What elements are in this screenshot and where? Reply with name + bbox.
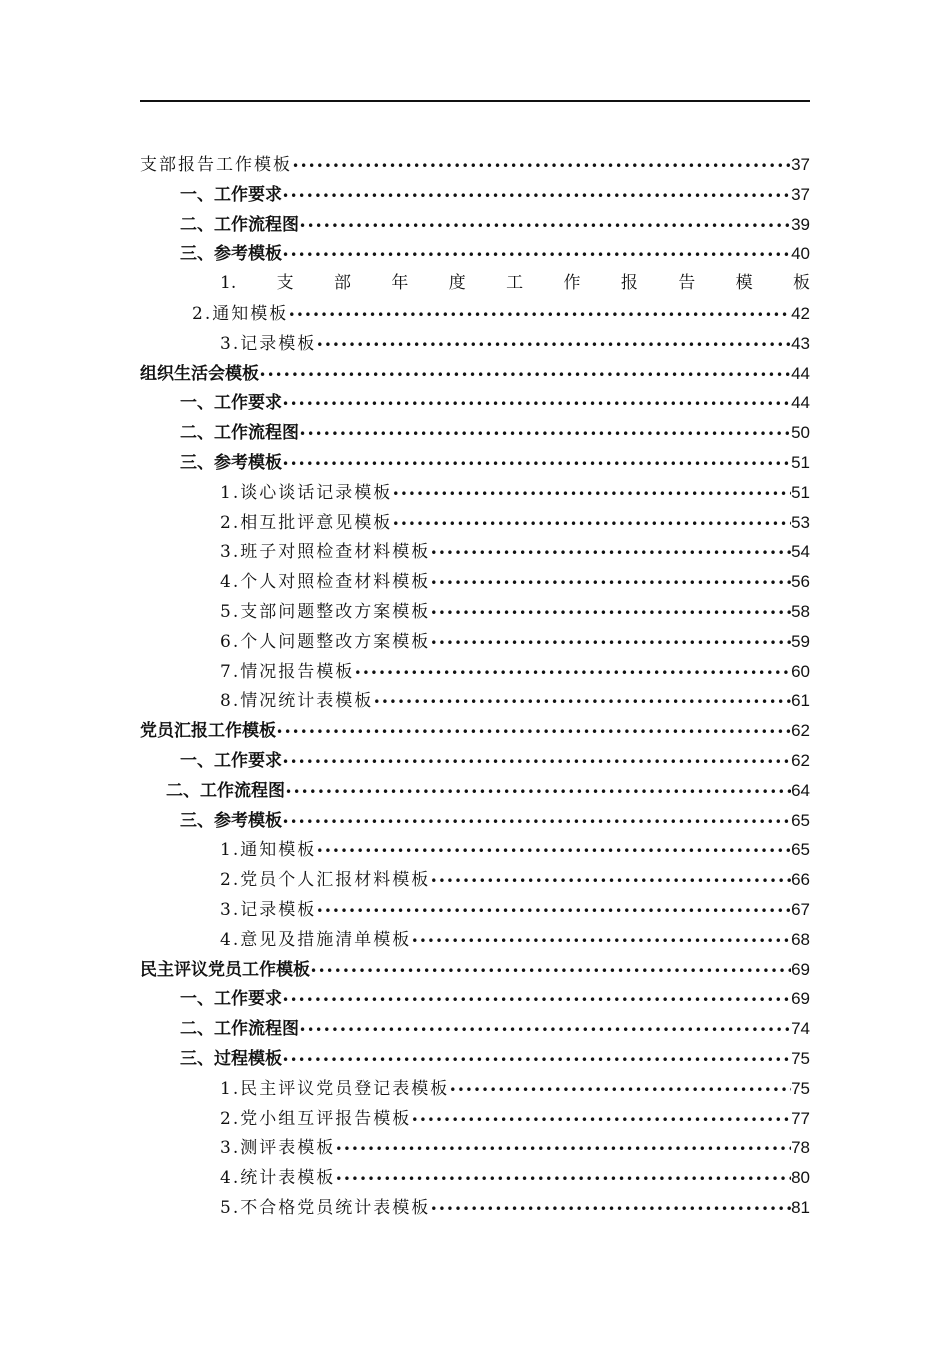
- toc-entry-title: 二、工作流程图: [180, 214, 299, 235]
- toc-entry-title: 6.个人问题整改方案模板: [220, 631, 431, 652]
- toc-entry-title: 支部报告工作模板: [140, 155, 292, 175]
- toc-entry-page: 51: [791, 452, 810, 472]
- toc-entry[interactable]: [140, 776, 810, 806]
- toc-entry-page: 75: [791, 1048, 810, 1068]
- toc-entry-title: 三、参考模板: [180, 452, 282, 473]
- toc-entry[interactable]: [140, 1193, 810, 1223]
- toc-entry[interactable]: [140, 746, 810, 776]
- toc-leader-dots: [411, 1106, 791, 1136]
- toc-entry-title: 一、工作要求: [180, 184, 282, 205]
- toc-entry[interactable]: [140, 1133, 810, 1163]
- toc-leader-dots: [299, 1016, 791, 1046]
- toc-entry[interactable]: [140, 448, 810, 478]
- toc-entry[interactable]: [140, 925, 810, 955]
- toc-leader-dots: [354, 659, 791, 689]
- toc-entry-page: 66: [791, 870, 810, 890]
- toc-leader-dots: [282, 450, 791, 480]
- toc-entry-page: 37: [791, 184, 810, 204]
- toc-entry[interactable]: [140, 418, 810, 448]
- toc-entry-page: 81: [791, 1197, 810, 1217]
- toc-entry-page: 65: [791, 840, 810, 860]
- toc-entry-page: 37: [791, 155, 810, 174]
- toc-entry-title: 2.通知模板: [192, 303, 289, 324]
- toc-entry[interactable]: [140, 1104, 810, 1134]
- toc-leader-dots: [285, 778, 791, 808]
- toc-entry-title: 7.情况报告模板: [220, 661, 355, 682]
- toc-entry-page: 80: [791, 1168, 810, 1188]
- toc-entry-page: 51: [791, 482, 810, 502]
- toc-entry-title: 3.记录模板: [220, 333, 317, 354]
- table-of-contents: [140, 150, 810, 1223]
- toc-entry[interactable]: [140, 239, 810, 269]
- toc-leader-dots: [430, 1195, 791, 1225]
- toc-leader-dots: [335, 1135, 791, 1165]
- toc-entry-page: 50: [791, 423, 810, 443]
- toc-entry[interactable]: [140, 1074, 810, 1104]
- toc-entry-title: 2.党员个人汇报材料模板: [220, 870, 431, 891]
- toc-entry-title: 3.记录模板: [220, 899, 317, 920]
- toc-entry-page: 62: [791, 750, 810, 770]
- toc-entry[interactable]: [140, 180, 810, 210]
- toc-leader-dots: [282, 241, 791, 271]
- toc-entry[interactable]: [140, 657, 810, 687]
- toc-entry-page: 60: [791, 661, 810, 681]
- toc-entry[interactable]: [140, 806, 810, 836]
- toc-entry[interactable]: [140, 210, 810, 240]
- toc-entry[interactable]: [140, 627, 810, 657]
- toc-leader-dots: [282, 748, 791, 778]
- toc-entry-title: 民主评议党员工作模板: [140, 959, 310, 980]
- toc-entry-page: 59: [791, 631, 810, 651]
- toc-entry[interactable]: [140, 299, 810, 329]
- toc-entry-title: 3.测评表模板: [220, 1138, 336, 1159]
- toc-entry-page: 56: [791, 572, 810, 592]
- toc-entry-page: 77: [791, 1108, 810, 1128]
- header-rule: [140, 100, 810, 102]
- toc-leader-dots: [282, 182, 791, 212]
- toc-entry-title: 三、参考模板: [180, 244, 282, 265]
- toc-entry[interactable]: [140, 895, 810, 925]
- toc-entry-page: 43: [791, 333, 810, 353]
- toc-entry-title: 4.意见及措施清单模板: [220, 929, 412, 950]
- toc-leader-dots: [316, 897, 791, 927]
- toc-leader-dots: [310, 957, 791, 987]
- toc-entry-page: 54: [791, 542, 810, 562]
- toc-entry-title: 5.支部问题整改方案模板: [220, 601, 431, 622]
- toc-entry-page: 64: [791, 780, 810, 800]
- toc-entry[interactable]: [140, 955, 810, 985]
- toc-leader-dots: [373, 688, 791, 718]
- toc-leader-dots: [316, 837, 791, 867]
- toc-entry[interactable]: [140, 359, 810, 389]
- toc-entry-title: 三、参考模板: [180, 810, 282, 831]
- toc-entry-title: 三、过程模板: [180, 1048, 282, 1069]
- toc-entry-title: 二、工作流程图: [166, 780, 285, 801]
- toc-leader-dots: [392, 510, 791, 540]
- toc-entry[interactable]: [140, 508, 810, 538]
- toc-entry-title: 2.相互批评意见模板: [220, 512, 393, 533]
- toc-entry-title: 二、工作流程图: [180, 1019, 299, 1040]
- toc-entry-title: 党员汇报工作模板: [140, 721, 276, 742]
- toc-entry[interactable]: [140, 329, 810, 359]
- toc-entry-title: 组织生活会模板: [140, 363, 259, 384]
- toc-leader-dots: [259, 361, 791, 391]
- toc-entry-page: 44: [791, 363, 810, 383]
- toc-leader-dots: [288, 301, 791, 331]
- toc-entry-page: 39: [791, 214, 810, 234]
- toc-entry[interactable]: [140, 1044, 810, 1074]
- toc-entry[interactable]: [140, 478, 810, 508]
- toc-entry-title: 一、工作要求: [180, 393, 282, 414]
- toc-leader-dots: [430, 599, 791, 629]
- toc-entry-page: 68: [791, 929, 810, 949]
- toc-leader-dots: [292, 152, 791, 182]
- toc-leader-dots: [282, 1046, 791, 1076]
- toc-entry[interactable]: [140, 537, 810, 567]
- toc-entry-page: 40: [791, 244, 810, 264]
- toc-entry[interactable]: [140, 1163, 810, 1193]
- toc-leader-dots: [282, 808, 791, 838]
- toc-entry-title: 1. 支 部 年 度 工 作 报 告 模 板: [220, 273, 810, 294]
- toc-leader-dots: [282, 390, 791, 420]
- toc-entry-page: 42: [791, 303, 810, 323]
- toc-entry-page: 69: [791, 959, 810, 979]
- toc-entry-page: 44: [791, 393, 810, 413]
- toc-entry-title: 一、工作要求: [180, 750, 282, 771]
- toc-entry-title: 1.民主评议党员登记表模板: [220, 1078, 450, 1099]
- toc-entry-page: 53: [791, 512, 810, 532]
- toc-entry[interactable]: [140, 686, 810, 716]
- toc-entry-title: 二、工作流程图: [180, 423, 299, 444]
- toc-entry[interactable]: [140, 716, 810, 746]
- toc-entry[interactable]: [140, 388, 810, 418]
- toc-entry-title: 8.情况统计表模板: [220, 691, 374, 712]
- toc-leader-dots: [299, 420, 791, 450]
- toc-entry-title: 5.不合格党员统计表模板: [220, 1197, 431, 1218]
- toc-entry-page: 61: [791, 691, 810, 711]
- toc-entry-page: 65: [791, 810, 810, 830]
- toc-entry-page: 75: [791, 1078, 810, 1098]
- toc-entry-title: 2.党小组互评报告模板: [220, 1108, 412, 1129]
- toc-leader-dots: [449, 1076, 791, 1106]
- toc-leader-dots: [430, 569, 791, 599]
- toc-leader-dots: [392, 480, 791, 510]
- toc-entry[interactable]: [140, 150, 810, 180]
- toc-leader-dots: [316, 331, 791, 361]
- toc-entry-page: 74: [791, 1019, 810, 1039]
- toc-entry-title: 4.个人对照检查材料模板: [220, 572, 431, 593]
- toc-leader-dots: [430, 867, 791, 897]
- toc-leader-dots: [411, 927, 791, 957]
- toc-leader-dots: [276, 718, 791, 748]
- toc-entry-page: 62: [791, 721, 810, 741]
- toc-entry-title: 4.统计表模板: [220, 1168, 336, 1189]
- toc-entry[interactable]: [140, 865, 810, 895]
- toc-leader-dots: [335, 1165, 791, 1195]
- toc-entry-title: 1.谈心谈话记录模板: [220, 482, 393, 503]
- toc-entry[interactable]: [140, 835, 810, 865]
- toc-entry-page: 69: [791, 989, 810, 1009]
- toc-entry-page: 58: [791, 601, 810, 621]
- toc-entry[interactable]: [140, 1014, 810, 1044]
- toc-entry-page: 78: [791, 1138, 810, 1158]
- toc-entry-title: 一、工作要求: [180, 989, 282, 1010]
- toc-leader-dots: [430, 539, 791, 569]
- toc-entry[interactable]: [140, 269, 810, 299]
- toc-entry[interactable]: [140, 567, 810, 597]
- toc-entry-title: 3.班子对照检查材料模板: [220, 542, 431, 563]
- toc-entry[interactable]: [140, 597, 810, 627]
- toc-leader-dots: [282, 986, 791, 1016]
- toc-entry-title: 1.通知模板: [220, 840, 317, 861]
- toc-entry-page: 67: [791, 899, 810, 919]
- toc-leader-dots: [299, 212, 791, 242]
- toc-entry[interactable]: [140, 984, 810, 1014]
- toc-leader-dots: [430, 629, 791, 659]
